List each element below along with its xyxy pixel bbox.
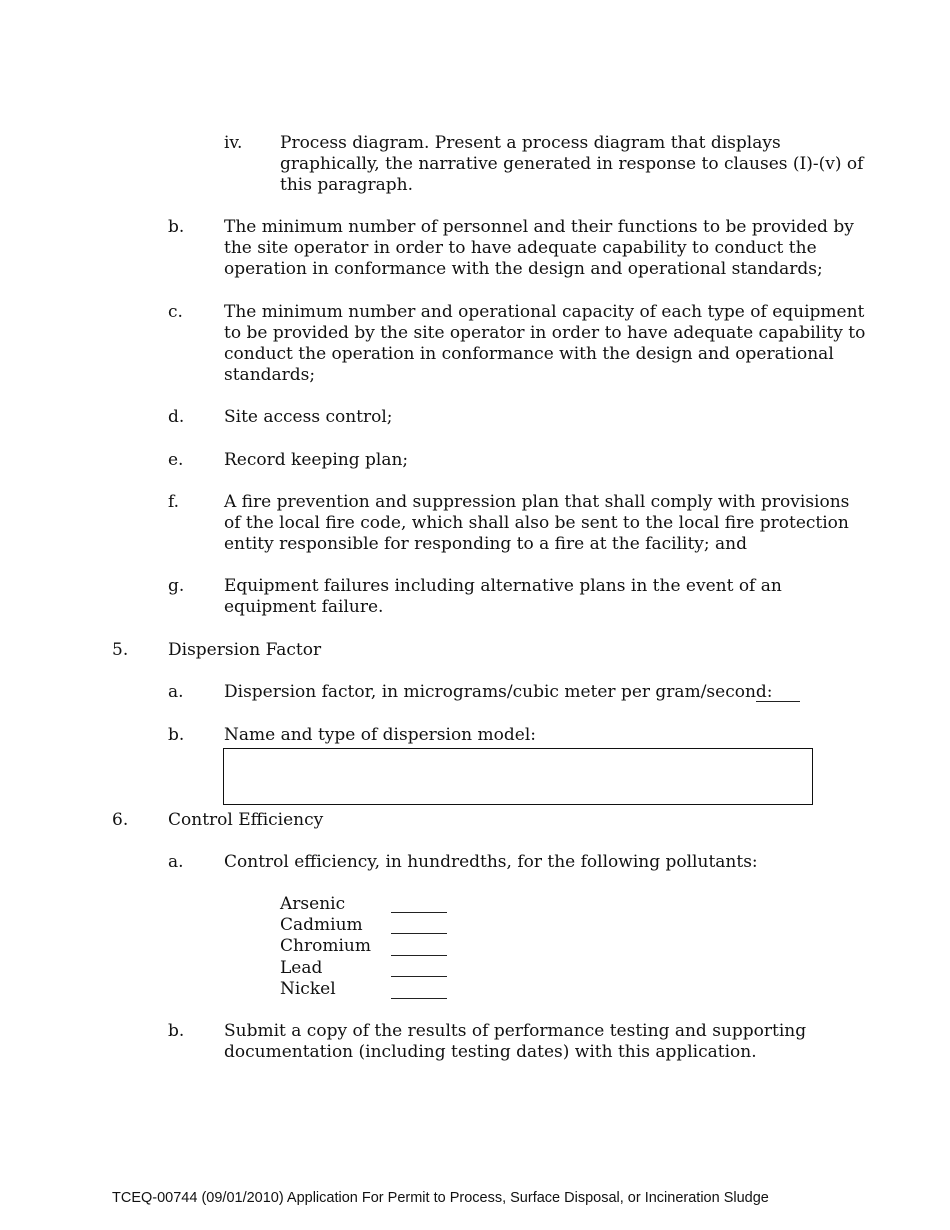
item-g-marker: g. [168, 576, 185, 596]
item-iv-line: graphically, the narrative generated in response to clauses (I)-(v) of [280, 154, 864, 174]
pollutant-label-lead: Lead [280, 958, 323, 978]
section-6a-text: Control efficiency, in hundredths, for the following pollutants: [224, 852, 758, 872]
item-c-line: conduct the operation in conformance with the design and operational [224, 344, 834, 364]
pollutant-label-nickel: Nickel [280, 979, 336, 999]
section-5a-marker: a. [168, 682, 184, 702]
item-f-marker: f. [168, 492, 180, 512]
page-footer: TCEQ-00744 (09/01/2010) Application For Permit to Process, Surface Disposal, or Incineration Sludge [112, 1190, 769, 1206]
item-f-line: A fire prevention and suppression plan that shall comply with provisions [224, 492, 850, 512]
section-5a-text: Dispersion factor, in micrograms/cubic meter per gram/second: [224, 682, 773, 702]
item-g-line: Equipment failures including alternative plans in the event of an [224, 576, 782, 596]
item-d-marker: d. [168, 407, 185, 427]
item-c-line: to be provided by the site operator in order to have adequate capability to [224, 323, 866, 343]
section-6-title: Control Efficiency [168, 810, 324, 830]
item-iv-marker: iv. [224, 133, 243, 153]
item-b-marker: b. [168, 217, 185, 237]
item-b-line: The minimum number of personnel and their functions to be provided by [224, 217, 854, 237]
cadmium-efficiency-field[interactable] [391, 933, 447, 934]
item-c-marker: c. [168, 302, 183, 322]
pollutant-label-cadmium: Cadmium [280, 915, 363, 935]
item-f-line: of the local fire code, which shall also be sent to the local fire protection [224, 513, 849, 533]
nickel-efficiency-field[interactable] [391, 998, 447, 999]
section-6b-marker: b. [168, 1021, 185, 1041]
item-e-marker: e. [168, 450, 184, 470]
section-6b-line: documentation (including testing dates) with this application. [224, 1042, 757, 1062]
section-6b-line: Submit a copy of the results of performance testing and supporting [224, 1021, 807, 1041]
chromium-efficiency-field[interactable] [391, 955, 447, 956]
dispersion-factor-field[interactable] [756, 701, 800, 702]
section-6a-marker: a. [168, 852, 184, 872]
section-5b-text: Name and type of dispersion model: [224, 725, 537, 745]
item-b-line: the site operator in order to have adequate capability to conduct the [224, 238, 817, 258]
dispersion-model-field[interactable] [223, 748, 813, 805]
item-c-line: standards; [224, 365, 316, 385]
section-5-number: 5. [112, 640, 129, 660]
arsenic-efficiency-field[interactable] [391, 912, 447, 913]
section-5-title: Dispersion Factor [168, 640, 322, 660]
pollutant-label-arsenic: Arsenic [280, 894, 346, 914]
pollutant-label-chromium: Chromium [280, 936, 371, 956]
item-c-line: The minimum number and operational capacity of each type of equipment [224, 302, 865, 322]
lead-efficiency-field[interactable] [391, 976, 447, 977]
item-g-line: equipment failure. [224, 597, 384, 617]
item-b-line: operation in conformance with the design and operational standards; [224, 259, 823, 279]
item-e-text: Record keeping plan; [224, 450, 409, 470]
item-d-text: Site access control; [224, 407, 393, 427]
section-6-number: 6. [112, 810, 129, 830]
section-5b-marker: b. [168, 725, 185, 745]
item-iv-line: this paragraph. [280, 175, 414, 195]
item-f-line: entity responsible for responding to a fire at the facility; and [224, 534, 747, 554]
item-iv-line: Process diagram. Present a process diagram that displays [280, 133, 781, 153]
